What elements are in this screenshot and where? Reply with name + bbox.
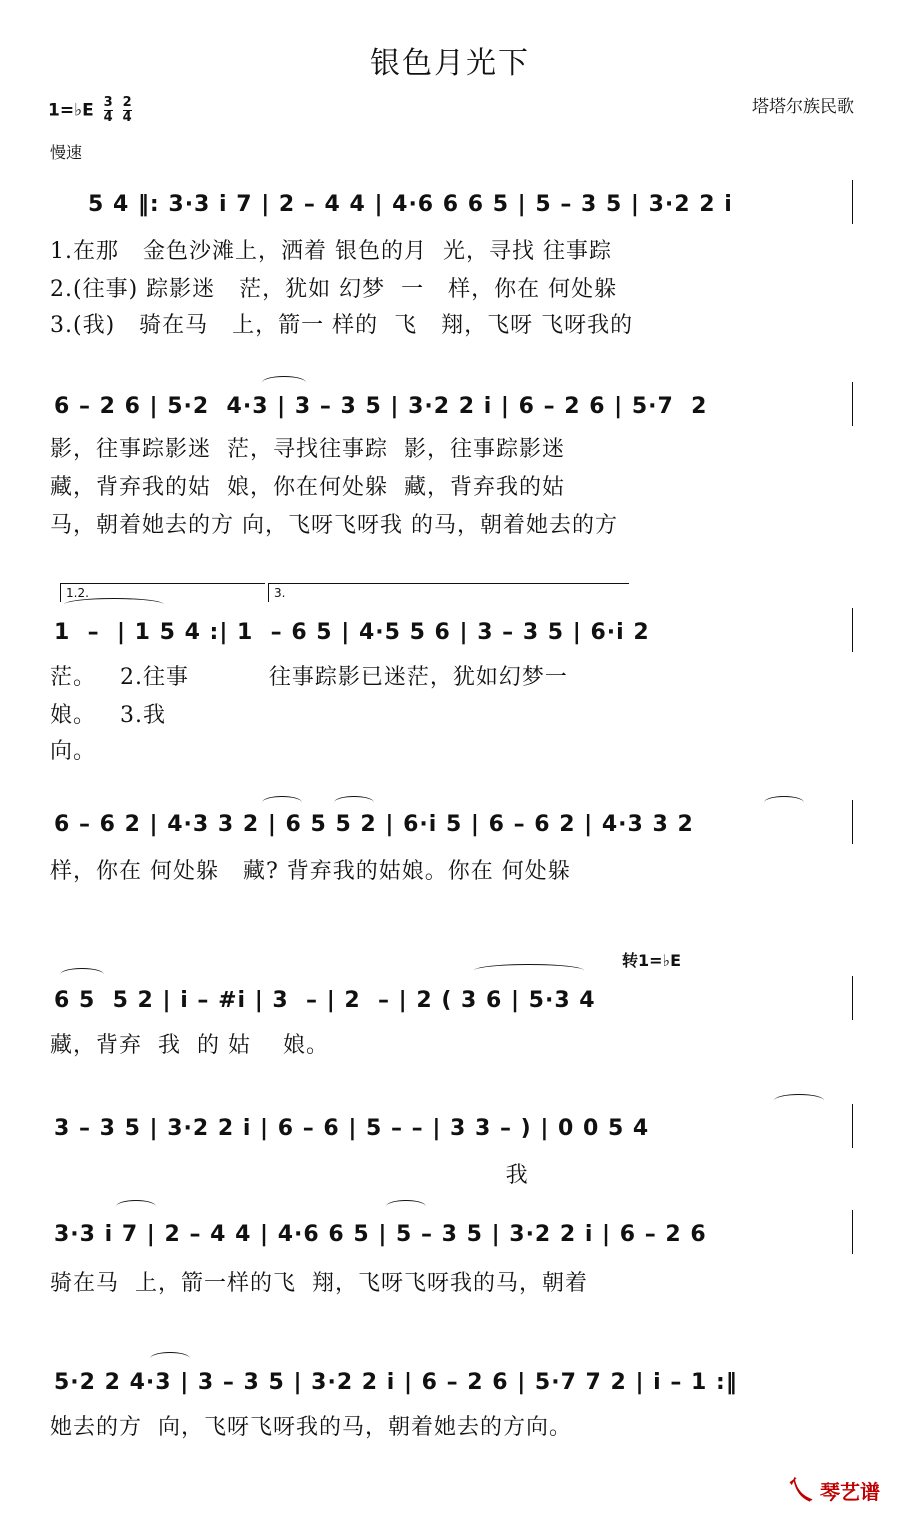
lyric-line: 娘。 3.我: [50, 703, 166, 728]
tempo-label: 慢速: [50, 143, 83, 162]
lyric-line: 马，朝着她去的方 向，飞呀飞呀我 的马，朝着她去的方: [50, 513, 618, 538]
notation-line: 5 4 ‖: 3·3 i 7 | 2 – 4 4 | 4·6 6 6 5 | 5 – 3 5 | 3·2 2 i: [88, 192, 733, 217]
lyric-line: 向。: [50, 739, 97, 764]
lyric-line: 3.(我) 骑在马 上，箭一 样的 飞 翔，飞呀 飞呀我的: [50, 313, 634, 338]
lyric-line: 藏，背弃我的姑 娘，你在何处躲 藏，背弃我的姑: [50, 475, 565, 500]
lyric-line: 样，你在 何处躲 藏? 背弃我的姑娘。你在 何处躲: [50, 859, 571, 884]
notation-line: 6 – 2 6 | 5·2 4·3 | 3 – 3 5 | 3·2 2 i | 6 – 2 6 | 5·7 2: [54, 394, 708, 419]
lyric-line: 骑在马 上，箭一样的飞 翔，飞呀飞呀我的马，朝着: [50, 1271, 588, 1296]
lyric-line: 她去的方 向，飞呀飞呀我的马，朝着她去的方向。: [50, 1415, 572, 1440]
lyric-line: 茫。 2.往事 往事踪影已迷茫，犹如幻梦一: [50, 665, 568, 690]
lyric-line: 藏，背弃 我 的 姑 娘。: [50, 1033, 329, 1058]
time-signature-b: $\frac{2}{4}$: [122, 95, 132, 125]
notation-line: 3 – 3 5 | 3·2 2 i | 6 – 6 | 5 – – | 3 3 – ) | 0 0 5 4: [54, 1116, 650, 1141]
notation-line: 6 – 6 2 | 4·3 3 2 | 6 5 5 2 | 6·i 5 | 6 – 6 2 | 4·3 3 2: [54, 812, 694, 837]
notation-line: 3·3 i 7 | 2 – 4 4 | 4·6 6 5 | 5 – 3 5 | 3·2 2 i | 6 – 2 6: [54, 1222, 707, 1247]
logo-mark-icon: 乀: [787, 1476, 814, 1506]
notation-line: 1 – | 1 5 4 :| 1 – 6 5 | 4·5 5 6 | 3 – 3 5 | 6·i 2: [54, 620, 650, 645]
page-title: 银色月光下: [370, 46, 530, 81]
key-label: 1=♭E: [48, 100, 94, 121]
time-signature-a: $\frac{3}{4}$: [103, 95, 113, 125]
notation-line: 5·2 2 4·3 | 3 – 3 5 | 3·2 2 i | 6 – 2 6 | 5·7 7 2 | i – 1 :‖: [54, 1370, 738, 1395]
lyric-line: 影，往事踪影迷 茫，寻找往事踪 影，往事踪影迷: [50, 437, 565, 462]
modulation-label: 转1=♭E: [622, 951, 682, 970]
lyric-line: 2.(往事) 踪影迷 茫，犹如 幻梦 一 样，你在 何处躲: [50, 277, 618, 302]
lyric-line: 1.在那 金色沙滩上，洒着 银色的月 光，寻找 往事踪: [50, 239, 612, 264]
volta-label-1: 1.2.: [66, 586, 89, 600]
composer-label: 塔塔尔族民歌: [752, 97, 854, 117]
volta-label-2: 3.: [274, 586, 286, 600]
site-logo: [787, 1470, 880, 1507]
lyric-line: 我: [50, 1163, 529, 1188]
logo-text: 琴艺谱: [820, 1480, 880, 1504]
notation-line: 6 5 5 2 | i – #i | 3 – | 2 – | 2 ( 3 6 | 5·3 4: [54, 988, 596, 1013]
key-signature: [48, 96, 132, 125]
volta-bracket-2: [268, 583, 629, 602]
